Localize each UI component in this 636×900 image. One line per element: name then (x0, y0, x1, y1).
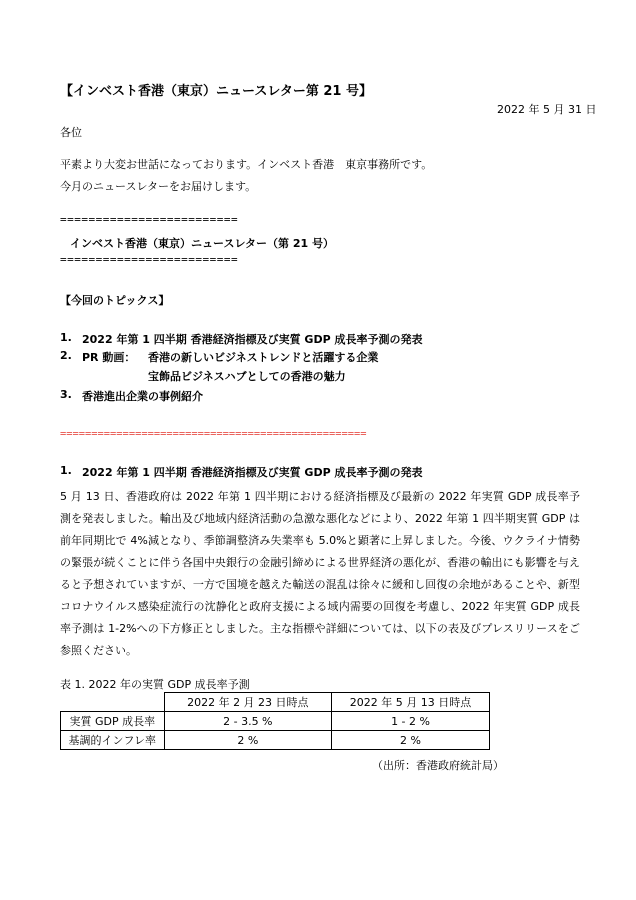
table-cell: 2 % (164, 731, 331, 750)
table-header-row (61, 693, 490, 712)
table-header-cell: 2022 年 5 月 13 日時点 (332, 693, 490, 712)
topic-2-label: PR 動画： (82, 351, 136, 364)
section-1-paragraph: 5 月 13 日、香港政府は 2022 年第 1 四半期における経済指標及び最新の 2022 年実質 GDP 成長率予測を発表しました。輸出及び地域内経済活動の急激な悪化などにより、2022 年第 1 四半期実質 GDP は前年同期比で 4%減となり、季節調整済み失業率も 5.0%と顕著に上昇しました。今後、ウクライナ情勢の緊張が続くことに伴う各国中央銀行の金融引締めによる世界経済の悪化が、香港の輸出にも影響を与えると予想されていますが、一方で国境を越えた輸送の混乱は徐々に緩和し回復の余地があることや、新型コロナウイルス感染症流行の沈静化と政府支援による域内需要の回復を考慮し、2022 年実質 GDP 成長率予測は 1-2%への下方修正としました。主な指標や詳細については、以下の表及びプレスリリースをご参照ください。 (60, 490, 580, 657)
greeting-line-2: 今月のニュースレターをお届けします。 (60, 180, 257, 193)
topic-1-text: 2022 年第 1 四半期 香港経済指標及び実質 GDP 成長率予測の発表 (82, 333, 423, 346)
topic-2-number: 2. (60, 349, 72, 362)
table-header-cell-blank (61, 693, 165, 712)
section-1-body (60, 486, 580, 662)
topic-1-number: 1. (60, 331, 72, 344)
issue-date: 2022 年 5 月 31 日 (497, 103, 597, 116)
table-row (61, 712, 490, 731)
table-row-label: 基調的インフレ率 (61, 731, 165, 750)
table-header-cell: 2022 年 2 月 23 日時点 (164, 693, 331, 712)
table-cell: 2 % (332, 731, 490, 750)
table-cell: 2 - 3.5 % (164, 712, 331, 731)
topics-heading: 【今回のトピックス】 (60, 294, 170, 307)
newsletter-title: 【インベスト香港（東京）ニュースレター第 21 号】 (60, 84, 372, 99)
table-caption: 表 1. 2022 年の実質 GDP 成長率予測 (60, 678, 250, 691)
section-1-number: 1. (60, 464, 72, 477)
red-separator: ================================================= (60, 428, 367, 440)
separator-top: ========================= (60, 213, 239, 226)
greeting-line-1: 平素より大変お世話になっております。インベスト香港 東京事務所です。 (60, 158, 433, 171)
salutation: 各位 (60, 126, 82, 139)
topic-3-text: 香港進出企業の事例紹介 (82, 390, 203, 403)
topic-3-number: 3. (60, 388, 72, 401)
topic-2-text-2: 宝飾品ビジネスハブとしての香港の魅力 (148, 370, 346, 383)
separator-bottom: ========================= (60, 253, 239, 266)
table-row (61, 731, 490, 750)
topic-2-text: 香港の新しいビジネストレンドと活躍する企業 (148, 351, 379, 364)
gdp-forecast-table (60, 692, 490, 750)
table-cell: 1 - 2 % (332, 712, 490, 731)
section-1-title: 2022 年第 1 四半期 香港経済指標及び実質 GDP 成長率予測の発表 (82, 466, 423, 479)
table-row-label: 実質 GDP 成長率 (61, 712, 165, 731)
table-source: （出所：香港政府統計局） (372, 759, 504, 772)
banner-title: インベスト香港（東京）ニュースレター（第 21 号） (70, 237, 334, 250)
